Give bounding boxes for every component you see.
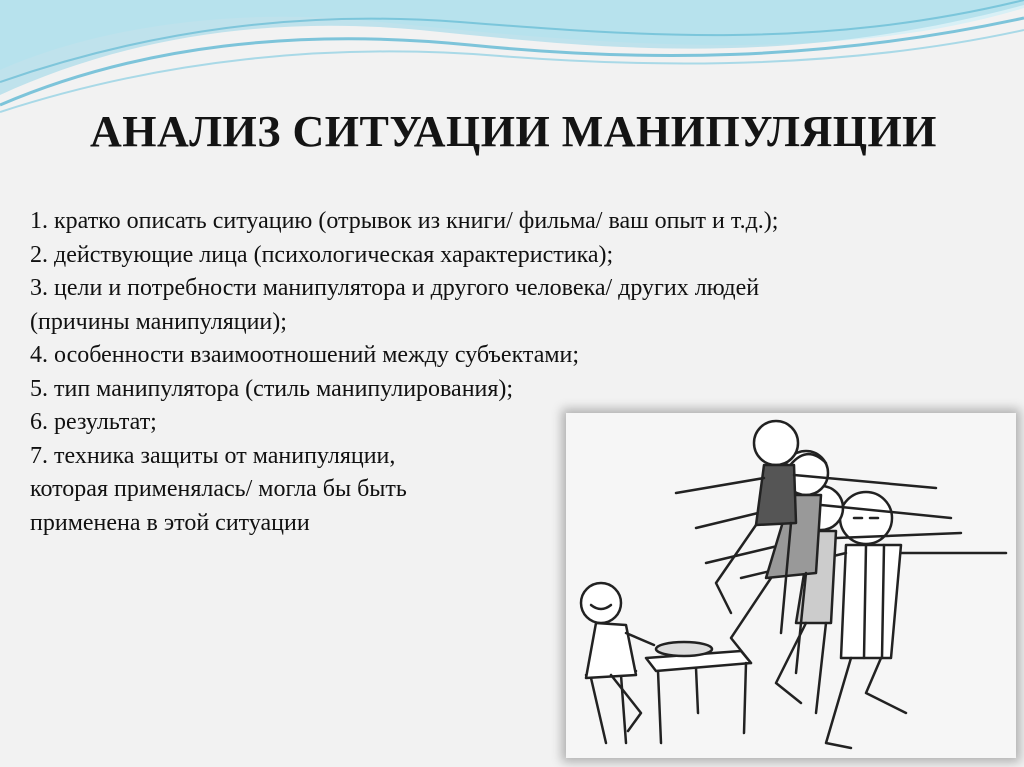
list-item: 7. техника защиты от манипуляции, — [30, 442, 396, 469]
cartoon-drawing-icon — [566, 413, 1016, 758]
cartoon-illustration — [566, 413, 1016, 758]
list-item: 4. особенности взаимоотношений между субъектами; — [30, 342, 580, 368]
list-item: которая применялась/ могла бы быть — [30, 476, 407, 502]
list-item: (причины манипуляции); — [30, 308, 287, 335]
list-item: применена в этой ситуации — [30, 509, 310, 536]
list-item: 2. действующие лица (психологическая характеристика); — [30, 241, 614, 268]
list-item: 3. цели и потребности манипулятора и другого человека/ других людей — [30, 275, 760, 301]
slide-title: АНАЛИЗ СИТУАЦИИ МАНИПУЛЯЦИИ — [90, 107, 937, 156]
list-item: 1. кратко описать ситуацию (отрывок из книги/ фильма/ ваш опыт и т.д.); — [30, 208, 779, 234]
decorative-waves — [0, 0, 1024, 120]
list-item: 6. результат; — [30, 409, 157, 435]
list-item: 5. тип манипулятора (стиль манипулирования); — [30, 375, 514, 402]
